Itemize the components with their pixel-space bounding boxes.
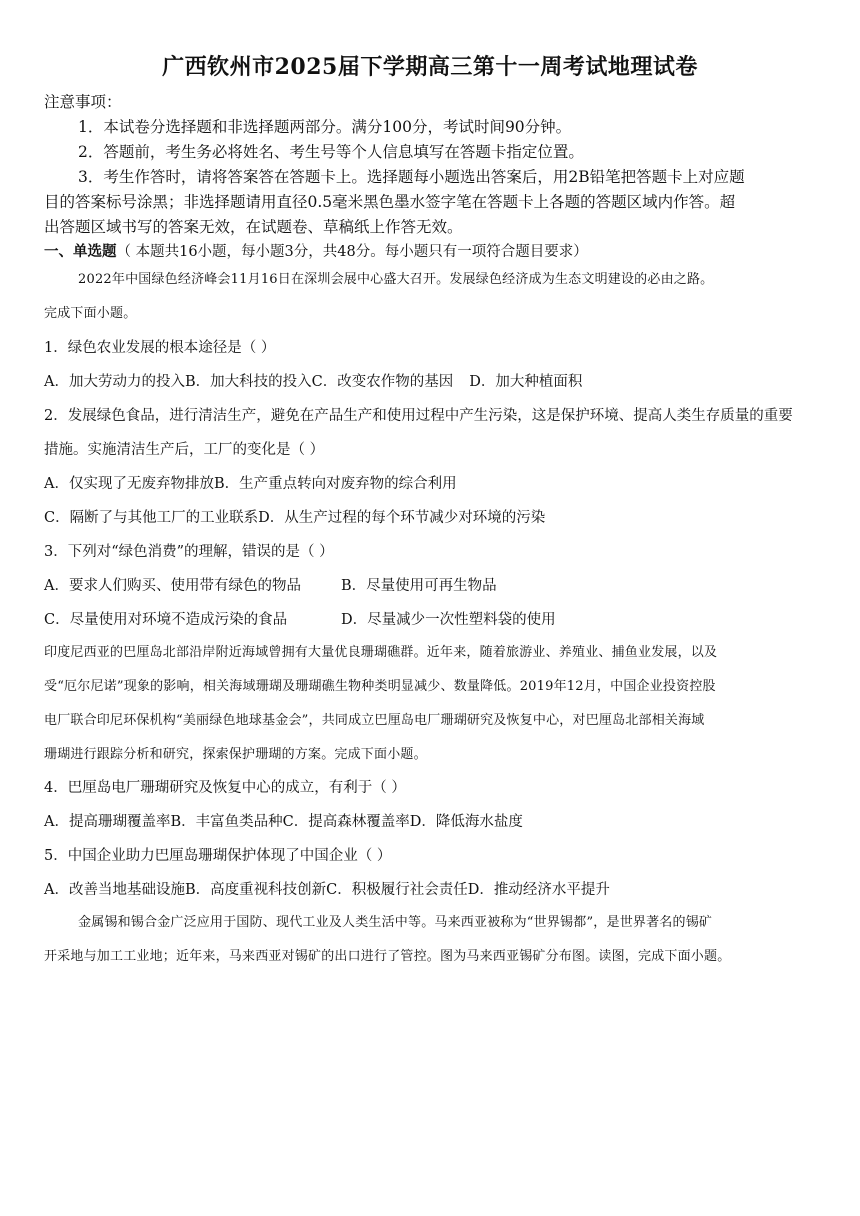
question-3-options-row-1 [44, 576, 497, 596]
q2-option-d[interactable]: D．从生产过程的每个环节减少对环境的污染 [258, 510, 546, 526]
question-4-options [44, 812, 523, 832]
q1-option-b[interactable]: B．加大科技的投入 [184, 374, 312, 390]
q5-option-b[interactable]: B．高度重视科技创新 [184, 882, 327, 898]
q2-option-c[interactable]: C．隔断了与其他工厂的工业联系 [44, 510, 259, 526]
question-2-options-row-2 [44, 508, 545, 528]
q3-option-c[interactable]: C．尽量使用对环境不造成污染的食品 [44, 612, 288, 628]
section-header [44, 242, 588, 262]
notice-item-2: 2．答题前，考生务必将姓名、考生号等个人信息填写在答题卡指定位置。 [78, 143, 584, 161]
question-4-stem: 4．巴厘岛电厂珊瑚研究及恢复中心的成立，有利于（ ） [44, 780, 406, 796]
q2-option-b[interactable]: B．生产重点转向对废弃物的综合利用 [213, 476, 457, 492]
q1-option-c[interactable]: C．改变农作物的基因 [311, 374, 454, 390]
question-1-stem: 1．绿色农业发展的根本途径是（ ） [44, 340, 276, 356]
section-description: （ 本题共16小题，每小题3分，共48分。每小题只有一项符合题目要求） [116, 244, 588, 260]
q1-option-a[interactable]: A．加大劳动力的投入 [44, 374, 185, 390]
q4-option-b[interactable]: B．丰富鱼类品种 [170, 814, 283, 830]
q2-option-a[interactable]: A．仅实现了无废弃物排放 [44, 476, 214, 492]
q5-option-d[interactable]: D．推动经济水平提升 [467, 882, 610, 898]
q5-option-a[interactable]: A．改善当地基础设施 [44, 882, 185, 898]
passage-1-line-2: 完成下面小题。 [44, 306, 137, 321]
question-1-options [44, 372, 582, 392]
notice-item-3-cont-2: 出答题区域书写的答案无效，在试题卷、草稿纸上作答无效。 [44, 218, 463, 236]
q4-option-a[interactable]: A．提高珊瑚覆盖率 [44, 814, 171, 830]
q3-option-b[interactable]: B．尽量使用可再生物品 [341, 578, 497, 594]
passage-3-line-2: 开采地与加工工业地；近年来，马来西亚对锡矿的出口进行了管控。图为马来西亚锡矿分布图。读图，完成下面小题。 [44, 949, 731, 964]
question-3-options-row-2 [44, 610, 556, 630]
q3-option-d[interactable]: D．尽量减少一次性塑料袋的使用 [341, 612, 556, 628]
page-title: 广西钦州市2025届下学期高三第十一周考试地理试卷 [162, 54, 698, 80]
question-5-stem: 5．中国企业助力巴厘岛珊瑚保护体现了中国企业（ ） [44, 848, 392, 864]
q1-option-d[interactable]: D．加大种植面积 [469, 374, 583, 390]
passage-2-line-3: 电厂联合印尼环保机构“美丽绿色地球基金会”，共同成立巴厘岛电厂珊瑚研究及恢复中心，对巴厘岛北部相关海域 [44, 713, 705, 728]
q3-option-a[interactable]: A．要求人们购买、使用带有绿色的物品 [44, 578, 301, 594]
question-3-stem: 3．下列对“绿色消费”的理解，错误的是（ ） [44, 544, 334, 560]
section-label: 一、单选题 [44, 243, 117, 260]
passage-1-line-1: 2022年中国绿色经济峰会11月16日在深圳会展中心盛大召开。发展绿色经济成为生态文明建设的必由之路。 [78, 272, 714, 287]
notice-item-3-cont-1: 目的答案标号涂黑；非选择题请用直径0.5毫米黑色墨水签字笔在答题卡上各题的答题区域内作答。超 [44, 193, 736, 211]
passage-2-line-2: 受“厄尔尼诺”现象的影响，相关海域珊瑚及珊瑚礁生物种类明显减少、数量降低。2019年12月，中国企业投资控股 [44, 679, 716, 694]
notice-item-1: 1．本试卷分选择题和非选择题两部分。满分100分，考试时间90分钟。 [78, 118, 572, 136]
q5-option-c[interactable]: C．积极履行社会责任 [326, 882, 468, 898]
question-2-stem-line-1: 2．发展绿色食品，进行清洁生产，避免在产品生产和使用过程中产生污染，这是保护环境、提高人类生存质量的重要 [44, 408, 793, 424]
passage-2-line-4: 珊瑚进行跟踪分析和研究，探索保护珊瑚的方案。完成下面小题。 [44, 747, 427, 762]
question-5-options [44, 880, 610, 900]
question-2-stem-line-2: 措施。实施清洁生产后，工厂的变化是（ ） [44, 442, 325, 458]
notice-heading: 注意事项： [44, 93, 122, 111]
notice-item-3: 3．考生作答时，请将答案答在答题卡上。选择题每小题选出答案后，用2B铅笔把答题卡上对应题 [78, 168, 745, 186]
question-2-options-row-1 [44, 474, 457, 494]
q4-option-d[interactable]: D．降低海水盐度 [409, 814, 523, 830]
q4-option-c[interactable]: C．提高森林覆盖率 [282, 814, 410, 830]
passage-2-line-1: 印度尼西亚的巴厘岛北部沿岸附近海域曾拥有大量优良珊瑚礁群。近年来，随着旅游业、养殖业、捕鱼业发展，以及 [44, 645, 718, 660]
passage-3-line-1: 金属锡和锡合金广泛应用于国防、现代工业及人类生活中等。马来西亚被称为“世界锡都”，是世界著名的锡矿 [78, 915, 713, 930]
